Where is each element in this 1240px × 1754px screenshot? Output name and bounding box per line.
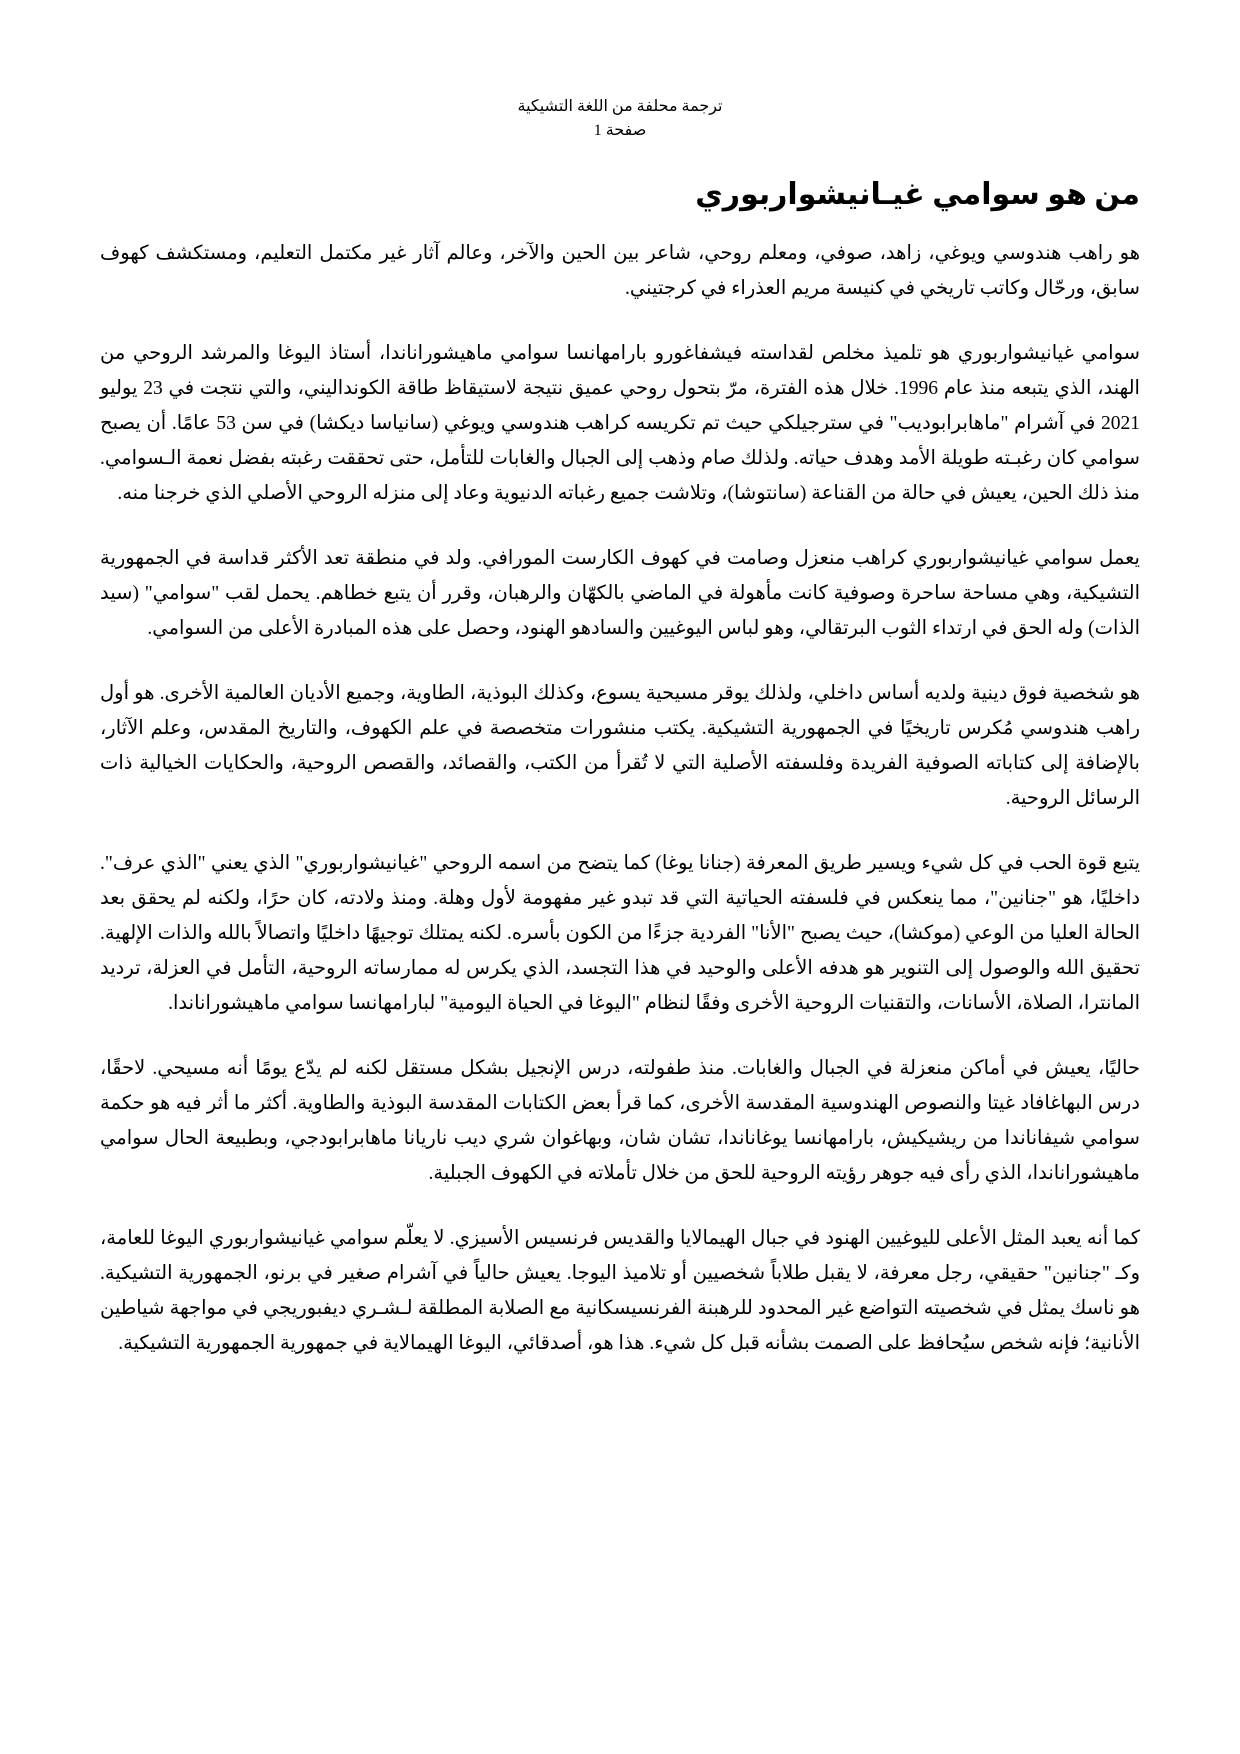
paragraph: كما أنه يعبد المثل الأعلى لليوغيين الهنود في جبال الهيمالايا والقديس فرنسيس الأسيزي. لا يعلّم سوامي غيانيشواربوري اليوغا للعامة، وكـ "جنانين" حقيقي، رجل معرفة، لا يقبل طلاباً شخصيين أو تلاميذ اليوجا. يعيش حالياً في آشرام صغير في برنو، الجمهورية التشيكية. هو ناسك يمثل في شخصيته التواضع غير المحدود للرهبنة الفرنسيسكانية مع الصلابة المطلقة لـشـري ديفبوريجي في مواجهة شياطين الأنانية؛ فإنه شخص سيُحافظ على الصمت بشأنه قبل كل شيء. هذا هو، أصدقائي، اليوغا الهيمالاية في جمهورية الجمهورية التشيكية. xyxy=(100,1228,1140,1354)
paragraph: سوامي غيانيشواربوري هو تلميذ مخلص لقداسته فيشفاغورو بارامهانسا سوامي ماهيشوراناندا، أستاذ اليوغا والمرشد الروحي من الهند، الذي يتبعه منذ عام 1996. خلال هذه الفترة، مرّ بتحول روحي عميق نتيجة لاستيقاظ طاقة الكونداليني، والتي نتجت في 23 يوليو 2021 في آشرام "ماهابرابوديب" في سترجيلكي حيث تم تكريسه كراهب هندوسي ويوغي (سانياسا ديكشا) في سن 53 عامًا. أن يصبح سوامي كان رغبـته طويلة الأمد وهدف حياته. ولذلك صام وذهب إلى الجبال والغابات للتأمل، حتى تحققت رغبته بفضل نعمة الـسوامي. منذ ذلك الحين، يعيش في حالة من القناعة (سانتوشا)، وتلاشت جميع رغباته الدنيوية وعاد إلى منزله الروحي الأصلي الذي خرجنا منه. xyxy=(100,343,1140,504)
document-body xyxy=(100,236,1140,1361)
document-header xyxy=(100,95,1140,143)
translation-note: ترجمة محلفة من اللغة التشيكية xyxy=(517,98,723,115)
paragraph: هو راهب هندوسي ويوغي، زاهد، صوفي، ومعلم روحي، شاعر بين الحين والآخر، وعالم آثار غير مكتمل التعليم، ومستكشف كهوف سابق، ورحّال وكاتب تاريخي في كنيسة مريم العذراء في كرجتيني. xyxy=(100,243,1140,299)
paragraph: هو شخصية فوق دينية ولديه أساس داخلي، ولذلك يوقر مسيحية يسوع، وكذلك البوذية، الطاوية، وجميع الأديان العالمية الأخرى. هو أول راهب هندوسي مُكرس تاريخيًا في الجمهورية التشيكية. يكتب منشورات متخصصة في علم الكهوف، والتاريخ المقدس، وعلم الآثار، بالإضافة إلى كتاباته الصوفية الفريدة وفلسفته الأصلية التي لا تُقرأ من الكتب، والقصائد، والقصص الروحية، والحكايات الخيالية ذات الرسائل الروحية. xyxy=(100,683,1140,809)
document-title: من هو سوامي غيـانيشواربوري xyxy=(695,178,1140,211)
paragraph: حاليًا، يعيش في أماكن منعزلة في الجبال والغابات. منذ طفولته، درس الإنجيل بشكل مستقل لكنه لم يدّع يومًا أنه مسيحي. لاحقًا، درس البهاغافاد غيتا والنصوص الهندوسية المقدسة الأخرى، كما قرأ بعض الكتابات المقدسة البوذية والطاوية. أكثر ما أثر فيه هو حكمة سوامي شيفاناندا من ريشيكيش، بارامهانسا يوغاناندا، تشان شان، وبهاغوان شري ديب ناريانا ماهابرابودجي، وبطبيعة الحال سوامي ماهيشوراناندا، الذي رأى فيه جوهر رؤيته الروحية للحق من خلال تأملاته في الكهوف الجبلية. xyxy=(100,1058,1140,1184)
page-number: صفحة 1 xyxy=(593,122,647,139)
paragraph: يعمل سوامي غيانيشواربوري كراهب منعزل وصامت في كهوف الكارست المورافي. ولد في منطقة تعد الأكثر قداسة في الجمهورية التشيكية، وهي مساحة ساحرة وصوفية كانت مأهولة في الماضي بالكهّان والرهبان، وقرر أن يتبع خطاهم. يحمل لقب "سوامي" (سيد الذات) وله الحق في ارتداء الثوب البرتقالي، وهو لباس اليوغيين والسادهو الهنود، وحصل على هذه المبادرة الأعلى من السوامي. xyxy=(100,548,1140,639)
paragraph: يتبع قوة الحب في كل شيء ويسير طريق المعرفة (جنانا يوغا) كما يتضح من اسمه الروحي "غيانيشواربوري" الذي يعني "الذي عرف". داخليًا، هو "جنانين"، مما ينعكس في فلسفته الحياتية التي قد تبدو غير مفهومة لأول وهلة. ومنذ ولادته، كان حرًا، ولكنه لم يحقق بعد الحالة العليا من الوعي (موكشا)، حيث يصبح "الأنا" الفردية جزءًا من الكون بأسره. لكنه يمتلك توجيهًا داخليًا واتصالاً بالله والذات الإلهية. تحقيق الله والوصول إلى التنوير هو هدفه الأعلى والوحيد في هذا التجسد، الذي يكرس له ممارساته الروحية، التأمل في العزلة، ترديد المانترا، الصلاة، الأسانات، والتقنيات الروحية الأخرى وفقًا لنظام "اليوغا في الحياة اليومية" لبارامهانسا سوامي ماهيشوراناندا. xyxy=(100,853,1140,1014)
